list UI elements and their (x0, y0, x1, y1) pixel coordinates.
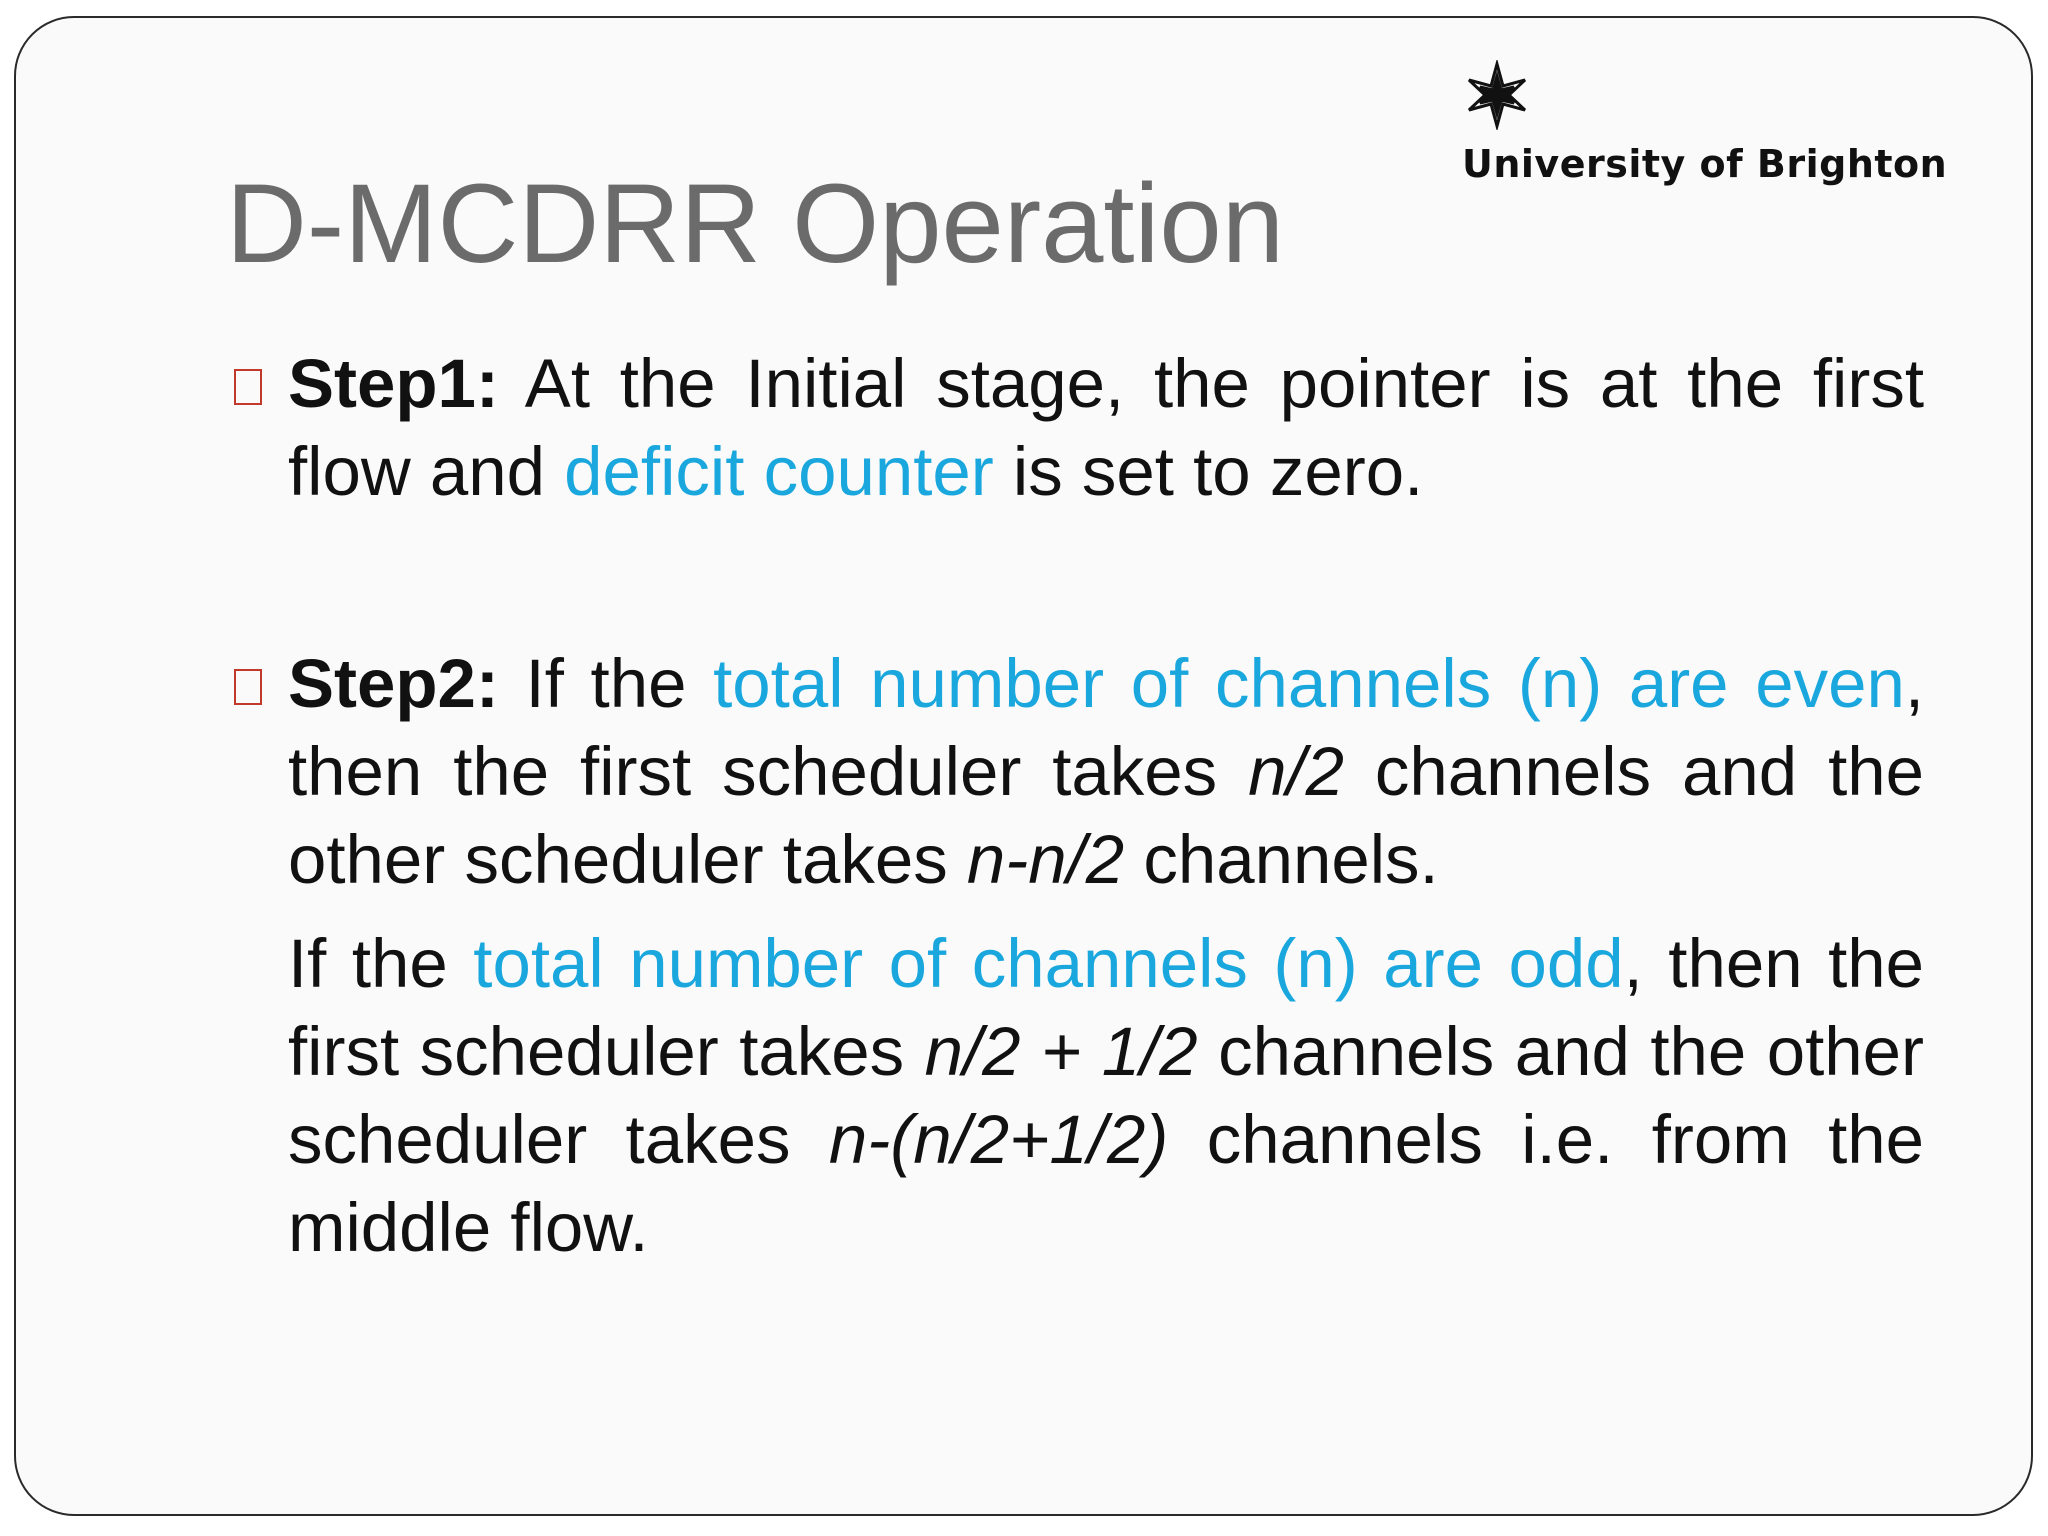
step1-text-1: At the Initial stage, the pointer is at the first flow and (288, 345, 1924, 510)
step2b-text-2: , then the first scheduler takes (288, 925, 1924, 1090)
step2b-text-3: channels and the other scheduler takes (288, 1013, 1924, 1178)
step1-highlight: deficit counter (564, 433, 994, 510)
step2-odd-paragraph (234, 920, 1924, 1272)
step2b-text-1: If the (288, 925, 474, 1002)
step2b-formula-1: n/2 + 1/2 (924, 1013, 1198, 1090)
step2-text-2: , then the first scheduler takes (288, 645, 1924, 810)
bullet-step1 (234, 340, 1924, 516)
step2-text-3: channels and the other scheduler takes (288, 733, 1924, 898)
university-name: University of Brighton (1462, 142, 1948, 186)
slide-title: D-MCDRR Operation (226, 161, 1284, 286)
bullet-step2 (234, 640, 1924, 904)
bullet-marker-icon (234, 369, 262, 405)
step2-highlight-even: total number of channels (n) are even (713, 645, 1905, 722)
brighton-star-icon (1462, 60, 1532, 130)
step2b-text-4: channels i.e. from the middle flow. (288, 1101, 1924, 1266)
step2-text-4: channels. (1124, 821, 1439, 898)
step1-text-2: is set to zero. (993, 433, 1424, 510)
step2-formula-1: n/2 (1248, 733, 1344, 810)
step2-text-1: If the (498, 645, 714, 722)
university-logo (1462, 60, 1992, 200)
step2b-formula-2: n-(n/2+1/2) (828, 1101, 1169, 1178)
step2-label: Step2: (288, 645, 499, 722)
bullet-marker-icon (234, 669, 262, 705)
bullet-list (234, 340, 1924, 1272)
step2b-highlight-odd: total number of channels (n) are odd (473, 925, 1624, 1002)
step1-label: Step1: (288, 345, 499, 422)
step2-formula-2: n-n/2 (966, 821, 1125, 898)
